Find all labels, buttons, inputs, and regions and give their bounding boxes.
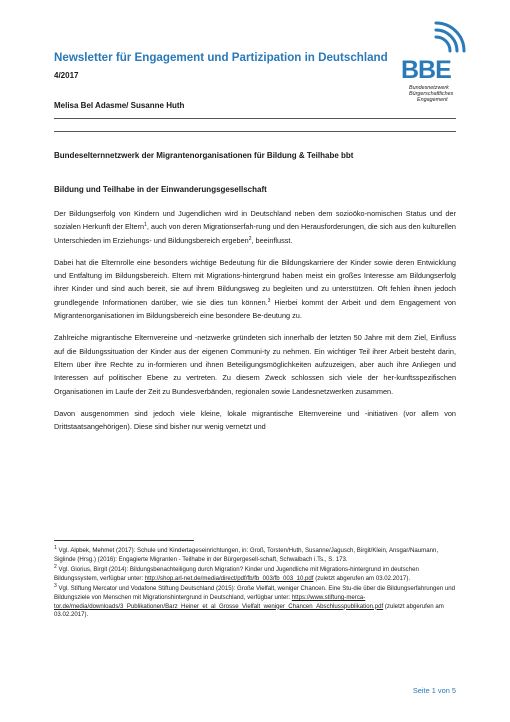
paragraph-1-text-b: , auch von deren Migrationserfah-rung und den Herausforderungen, die sich aus den kulturellen Unterschieden im Erziehungs- und Bildungsbereich ergeben bbox=[54, 222, 456, 245]
footnotes bbox=[54, 547, 456, 622]
footnote-1-text: Vgl. Alpbek, Mehmet (2017): Schule und Kindertageseinrichtungen, in: Groß, Torsten/Huth, Susanne/Jagusch, Birgit/Klein, Ansgar/Naumann, Siglinde (Hrsg.) (2016): Engagierte Migranten - Teilhabe in der Bürgergesell-schaft, Schwalbach i.Ts., S. 173. bbox=[54, 547, 439, 563]
paragraph-4: Davon ausgenommen sind jedoch viele kleine, lokale migrantische Elternvereine und -initiativen (vor allem von Drittstaatsangehörigen). Diese sind bisher nur wenig vernetzt und bbox=[54, 408, 456, 432]
paragraph-1-text-a: Der Bildungserfolg von Kindern und Jugendlichen wird in Deutschland neben dem sozioöko-nomischen Status und der sozialen Herkunft der Eltern bbox=[54, 209, 456, 232]
footnote-3-number: 3 bbox=[54, 583, 57, 590]
footnote-2-after: (zuletzt abgerufen am 03.02.2017). bbox=[313, 574, 411, 582]
footnote-2-number: 2 bbox=[54, 564, 57, 571]
header-rule-2 bbox=[54, 131, 456, 132]
paragraph-3: Zahlreiche migrantische Elternvereine und -netzwerke gründeten sich innerhalb der letzten 50 Jahre mit dem Ziel, Einfluss auf die Bildungssituation der Kinder aus der eigenen Communi-ty zu nehmen. Ein wichtiger Teil ihrer Arbeit besteht darin, Eltern über ihre Rechte zu in-formieren und ihnen Beteiligungsmöglichkeiten aufzuzeigen, aber auch ihre Anliegen und Interessen auf politischer Ebene zu vertreten. Zu diesem Zweck schlossen sich viele der her-kunftsspezifischen Organisationen im Laufe der Zeit zu Bundesverbänden, regionalen sowie Landesnetzwerken zusammen. bbox=[54, 333, 456, 396]
paragraph-2-text-a: Dabei hat die Elternrolle eine besonders wichtige Bedeutung für die Bildungskarriere der Kinder sowie deren Entwicklung und Entfaltung im Bildungsbereich. Eltern mit Migrations-hintergrund haben meist ein großes Interesse am Bildungserfolg ihrer Kinder und sind auch bereit, sie auf ihrem Bildungsweg zu begleiten und zu unterstützen. Oft fehlen ihnen jedoch grundlegende Informationen darüber, wie sie dies tun können. bbox=[54, 257, 456, 307]
footnote-1 bbox=[54, 547, 456, 564]
header-rule bbox=[54, 118, 456, 119]
page-number: Seite 1 von 5 bbox=[412, 686, 456, 695]
paragraph-2 bbox=[54, 256, 456, 322]
section-heading: Bundeselternnetzwerk der Migrantenorganisationen für Bildung & Teilhabe bbt bbox=[54, 151, 354, 160]
footnote-3-after: (zuletzt abgerufen am 03.02.2017). bbox=[54, 602, 444, 619]
subheading: Bildung und Teilhabe in der Einwanderungsgesellschaft bbox=[54, 185, 267, 194]
footnote-3-link[interactable]: https://www.stiftung-merca-tor.de/media/downloads/3_Publikationen/Barz_Heiner_et_al_Grosse_Vielfalt_weniger_Chancen_Abschlusspublikation.pdf bbox=[54, 593, 384, 610]
footnote-ref-2[interactable]: 2 bbox=[248, 235, 252, 242]
paragraph-1 bbox=[54, 207, 456, 247]
paragraph-2-text-b: Hierbei kommt der Arbeit und dem Engagement von Migrantenorganisationen im Bildungsbereich eine besondere Be-deutung zu. bbox=[54, 297, 456, 321]
footnote-2-link[interactable]: http://shop.arl-net.de/media/direct/pdf/fb/fb_003/fb_003_10.pdf bbox=[144, 574, 314, 582]
logo-line-2: Bürgerschaftliches bbox=[409, 91, 454, 97]
footnote-2 bbox=[54, 566, 456, 583]
bbe-logo-letters: BBE bbox=[401, 56, 451, 84]
article-body bbox=[54, 207, 456, 442]
paragraph-1-text-c: , beeinflusst. bbox=[251, 235, 293, 245]
footnote-3-text: Vgl. Stiftung Mercator und Vodafone Stiftung Deutschland (2015): Große Vielfalt, weniger Chancen. Eine Stu-die über die Bildungserfahrungen und Bildungsziele von Menschen mit Migrationshintergrund in Deutschland, verfügbar unter: bbox=[54, 585, 456, 601]
bbe-logo-icon bbox=[388, 17, 468, 122]
logo-line-1: Bundesnetzwerk bbox=[409, 85, 449, 91]
author-line: Melisa Bel Adasme/ Susanne Huth bbox=[54, 101, 185, 110]
footnote-2-text: Vgl. Giorius, Birgit (2014): Bildungsbenachteiligung durch Migration? Kinder und Jugendliche mit Migrations-hintergrund im deutschen Bildungssystem, verfügbar unter: bbox=[54, 566, 419, 582]
footnote-1-number: 1 bbox=[54, 545, 57, 551]
logo-line-3: Engagement bbox=[417, 97, 448, 103]
footnote-ref-3[interactable]: 3 bbox=[267, 297, 271, 304]
footnote-separator bbox=[54, 540, 194, 541]
issue-number: 4/2017 bbox=[54, 71, 79, 80]
footnote-ref-1[interactable]: 1 bbox=[144, 222, 147, 229]
newsletter-title: Newsletter für Engagement und Partizipation in Deutschland bbox=[54, 51, 388, 64]
bbe-logo bbox=[388, 17, 468, 122]
footnote-3 bbox=[54, 585, 456, 619]
